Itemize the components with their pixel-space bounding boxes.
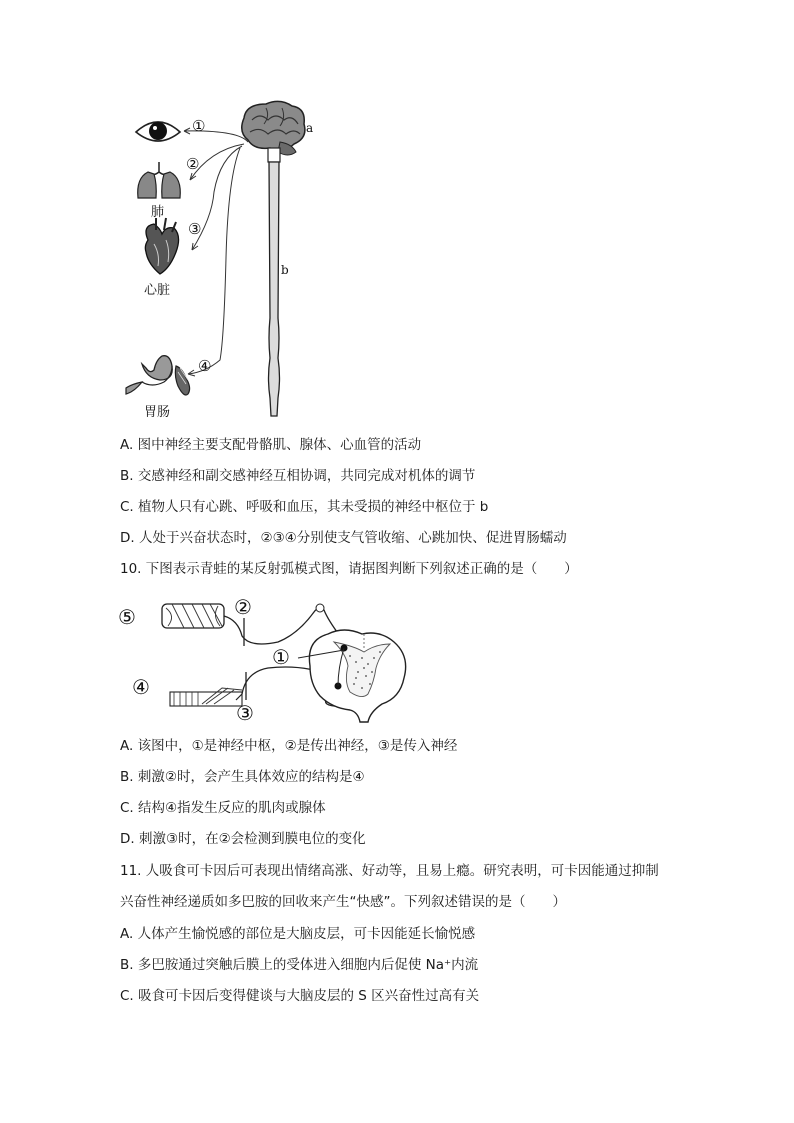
reflex-marker-3: ③ — [236, 701, 254, 725]
eye-icon — [136, 122, 180, 141]
spinal-cord-icon — [268, 148, 280, 416]
q9-option-a: A. 图中神经主要支配骨骼肌、腺体、心血管的活动 — [120, 437, 422, 453]
q10-stem: 10. 下图表示青蛙的某反射弧模式图，请据图判断下列叙述正确的是（ ） — [120, 561, 578, 577]
q10-option-b: B. 刺激②时，会产生具体效应的结构是④ — [120, 769, 365, 785]
marker-2: ② — [186, 155, 200, 173]
nervous-system-figure — [120, 98, 340, 420]
q10-option-c: C. 结构④指发生反应的肌肉或腺体 — [120, 800, 326, 816]
q11-option-c: C. 吸食可卡因后变得健谈与大脑皮层的 S 区兴奋性过高有关 — [120, 988, 480, 1004]
marker-4: ④ — [198, 357, 212, 375]
label-b: b — [281, 263, 289, 277]
q9-option-b: B. 交感神经和副交感神经互相协调，共同完成对机体的调节 — [120, 468, 476, 484]
brain-icon — [242, 101, 305, 155]
organ-heart-label: 心脏 — [144, 283, 171, 298]
lung-icon — [138, 162, 181, 198]
label-a: a — [306, 121, 314, 135]
receptor-icon — [170, 688, 242, 706]
q11-option-b: B. 多巴胺通过突触后膜上的受体进入细胞内后促使 Na⁺内流 — [120, 957, 479, 973]
reflex-marker-4: ④ — [132, 675, 150, 699]
q10-option-a: A. 该图中，①是神经中枢，②是传出神经，③是传入神经 — [120, 738, 458, 754]
reflex-marker-1: ① — [272, 645, 290, 669]
q9-option-c: C. 植物人只有心跳、呼吸和血压，其未受损的神经中枢位于 b — [120, 499, 489, 515]
reflex-arc-figure — [118, 596, 418, 726]
marker-3: ③ — [188, 220, 202, 238]
gut-icon — [126, 356, 190, 395]
q10-option-d: D. 刺激③时，在②会检测到膜电位的变化 — [120, 831, 366, 847]
q11-stem-line2: 兴奋性神经递质如多巴胺的回收来产生“快感”。下列叙述错误的是（ ） — [120, 894, 566, 910]
q11-stem-line1: 11. 人吸食可卡因后可表现出情绪高涨、好动等，且易上瘾。研究表明，可卡因能通过抑制 — [120, 863, 659, 879]
reflex-marker-5: ⑤ — [118, 605, 136, 629]
q9-option-d: D. 人处于兴奋状态时，②③④分别使支气管收缩、心跳加快、促进胃肠蠕动 — [120, 530, 567, 546]
organ-lung-label: 肺 — [151, 205, 165, 220]
organ-gut-label: 胃肠 — [144, 405, 171, 420]
marker-1: ① — [192, 117, 206, 135]
heart-icon — [145, 218, 178, 274]
q11-option-a: A. 人体产生愉悦感的部位是大脑皮层，可卡因能延长愉悦感 — [120, 926, 476, 942]
spinal-cross-section-icon — [309, 630, 405, 722]
muscle-icon — [162, 604, 224, 628]
reflex-marker-2: ② — [234, 596, 252, 619]
